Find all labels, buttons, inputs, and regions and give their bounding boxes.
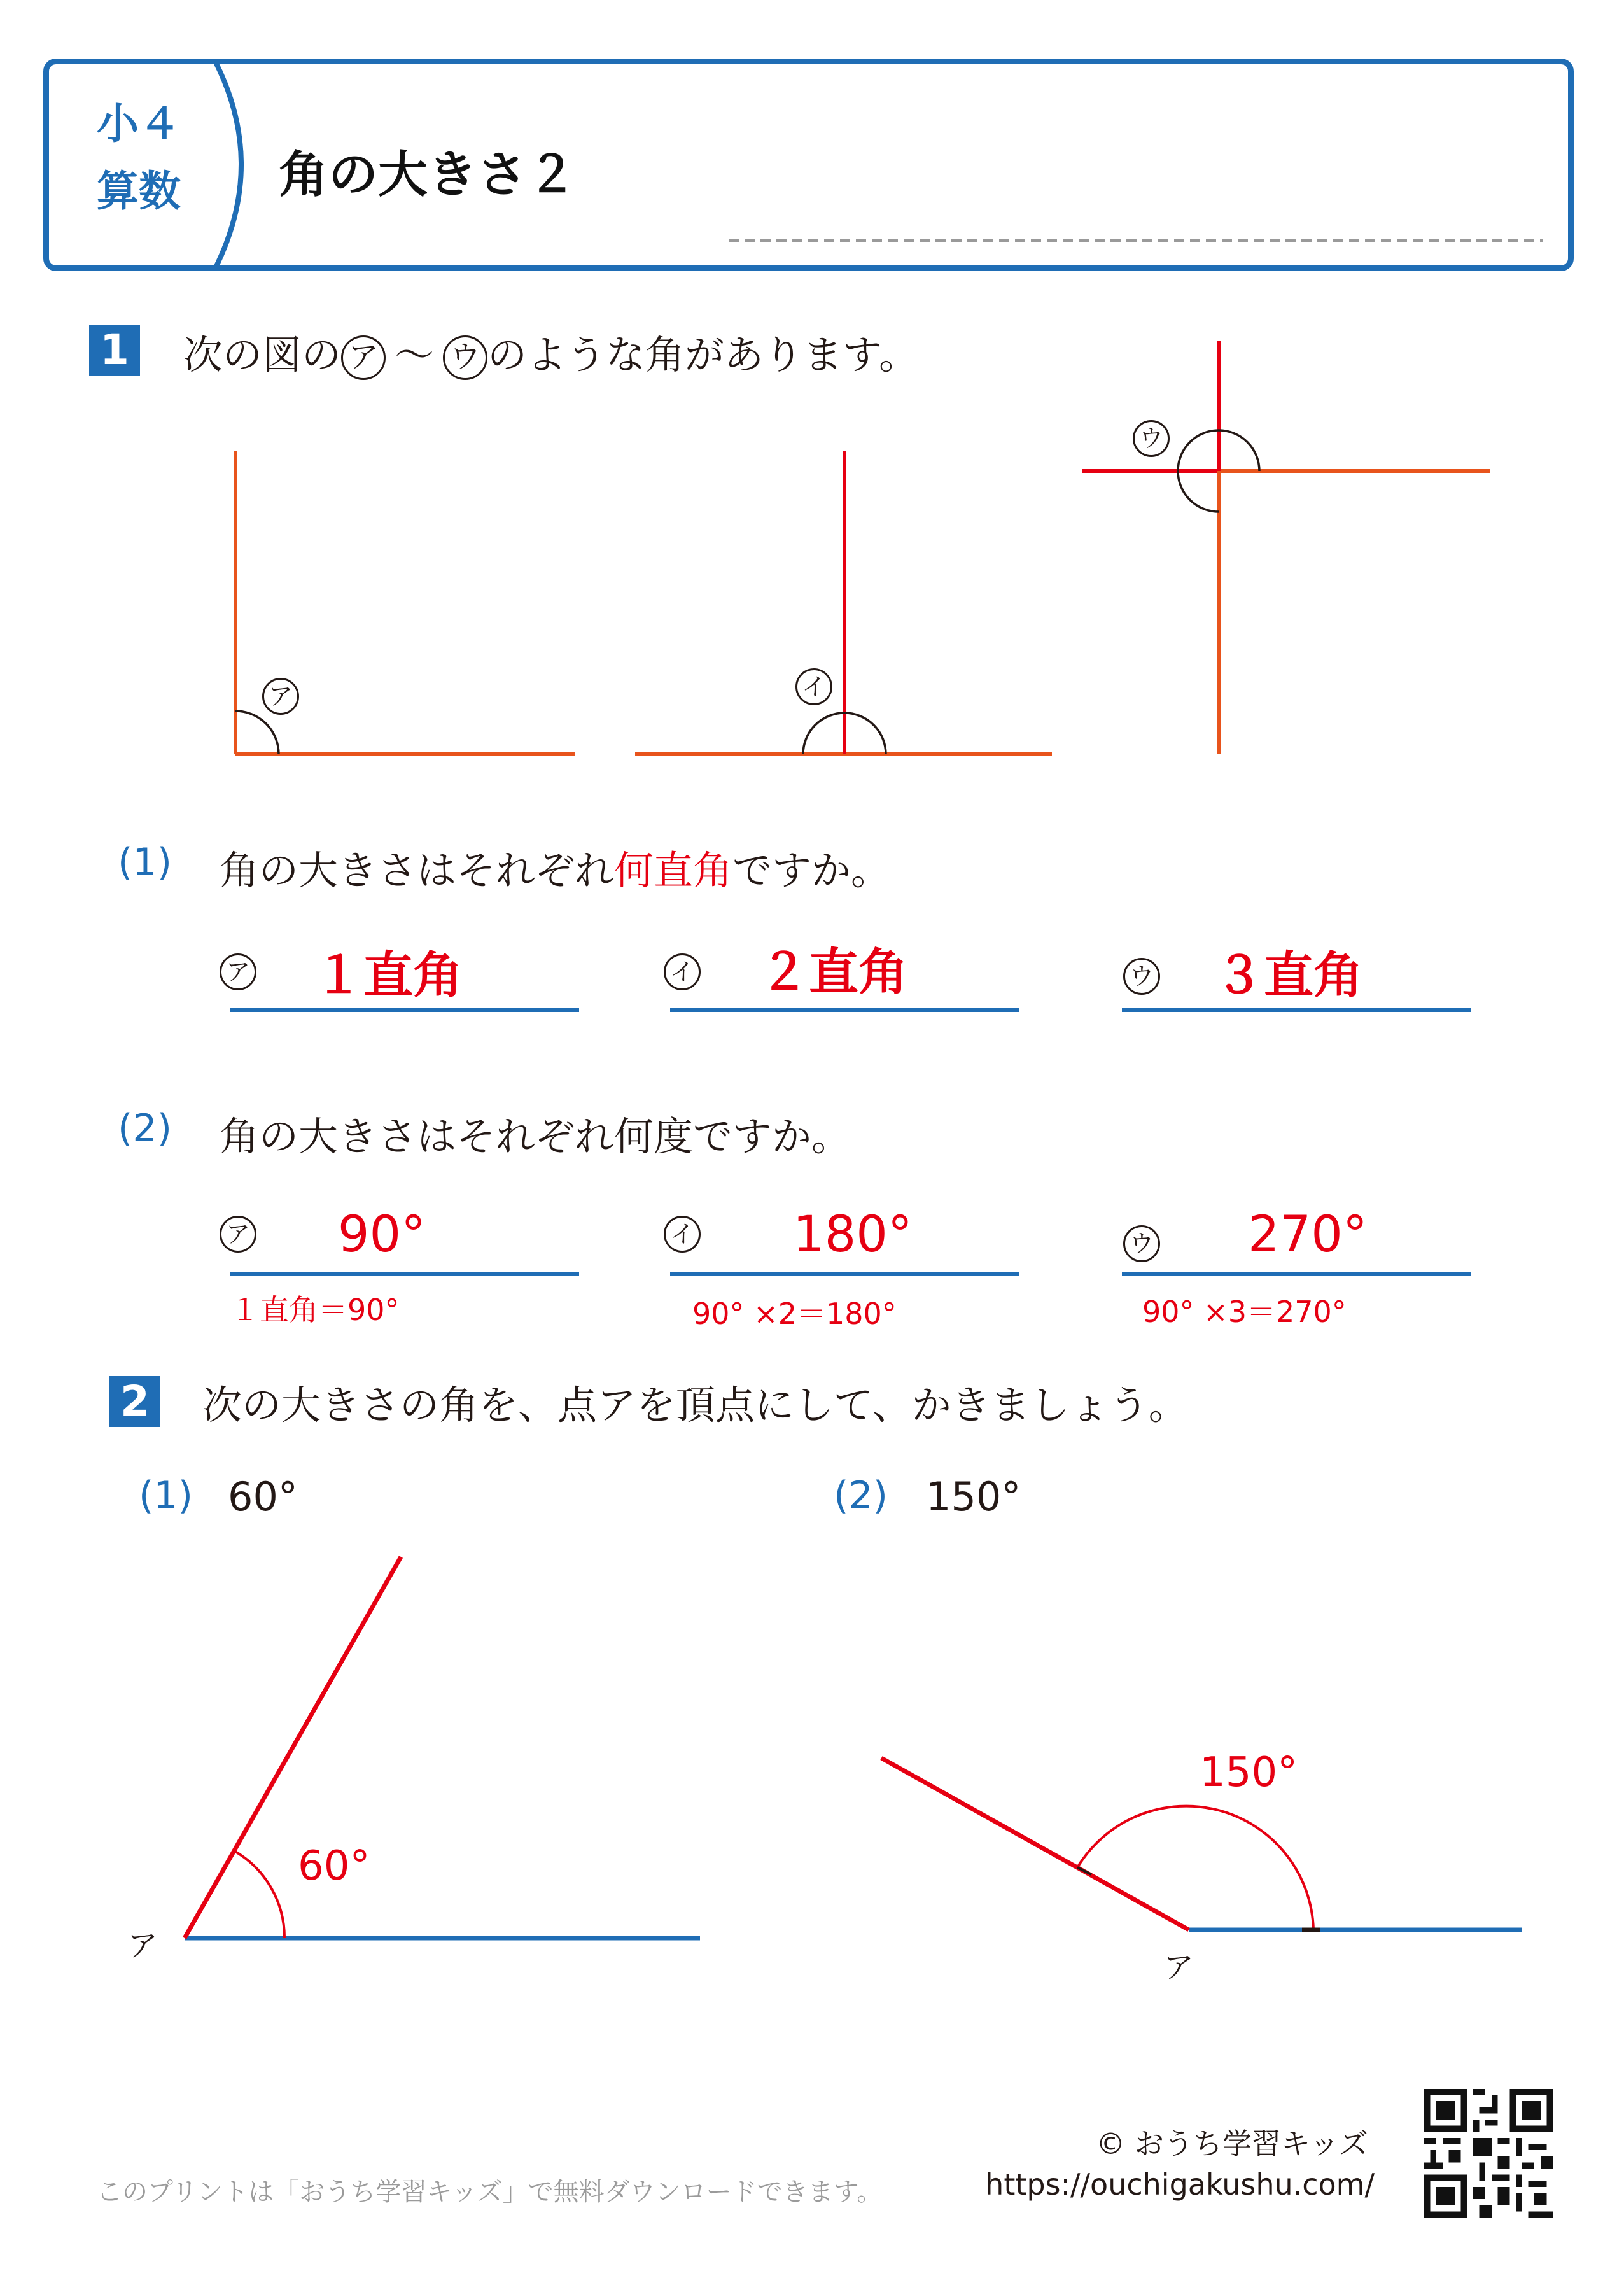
- q1-answer-line-a: [230, 1008, 579, 1012]
- s2-q1-angle: 60°: [228, 1473, 298, 1520]
- s2-q1-vertex-label: ア: [127, 1928, 158, 1964]
- mark-a-circle: ア: [341, 335, 386, 380]
- figure-angle-u: [1082, 341, 1490, 754]
- grade-label: 小４: [97, 99, 181, 148]
- s2-q2-angle: 150°: [926, 1473, 1021, 1520]
- q1-answer-a: １直角: [313, 947, 463, 1004]
- footer-notice: このプリントは「おうち学習キッズ」で無料ダウンロードできます。: [97, 2177, 883, 2207]
- q2-answer-line-u: [1122, 1272, 1471, 1276]
- figure-angle-i: [635, 451, 1052, 754]
- q1-answer-i: ２直角: [759, 944, 908, 1001]
- q1-number: (1): [118, 840, 172, 885]
- q2-answer-line-i: [670, 1272, 1019, 1276]
- q2-answer-a: 90°: [337, 1206, 426, 1263]
- q1-answer-mark-i: イ: [664, 953, 701, 990]
- q2-answer-i: 180°: [793, 1206, 913, 1263]
- q2-answer-mark-i: イ: [664, 1216, 701, 1253]
- q2-answer-mark-a: ア: [220, 1216, 256, 1253]
- section-2-instruction: 次の大きさの角を、点アを頂点にして、かきましょう。: [202, 1382, 1188, 1428]
- q1-answer-line-i: [670, 1008, 1019, 1012]
- section-1-badge: 1: [89, 325, 140, 376]
- s2-q1-arc-label: 60°: [298, 1843, 370, 1890]
- footer-url[interactable]: https://ouchigakushu.com/: [985, 2167, 1375, 2202]
- q2-note-i: 90° ×2＝180°: [692, 1297, 897, 1331]
- s2-q2-arc-label: 150°: [1200, 1749, 1298, 1796]
- subject-label: 算数: [97, 167, 181, 216]
- q1-answer-mark-a: ア: [220, 953, 256, 990]
- footer-copyright: © おうち学習キッズ: [1096, 2127, 1368, 2161]
- s2-q2-number: (2): [834, 1473, 888, 1518]
- q2-note-a: １直角＝90°: [230, 1293, 400, 1327]
- header-frame: [43, 59, 1574, 271]
- q1-question: 角の大きさはそれぞれ何直角ですか。: [220, 847, 891, 894]
- q1-highlight: 何直角: [614, 847, 733, 894]
- q1-answer-u: ３直角: [1214, 947, 1363, 1004]
- s2-q1-number: (1): [139, 1473, 193, 1518]
- q2-note-u: 90° ×3＝270°: [1142, 1295, 1347, 1329]
- mark-u-circle: ウ: [443, 335, 487, 380]
- figure-label-a: ア: [262, 678, 299, 715]
- q2-answer-line-a: [230, 1272, 579, 1276]
- q2-number: (2): [118, 1106, 172, 1151]
- figure-label-u: ウ: [1133, 420, 1170, 457]
- q2-question: 角の大きさはそれぞれ何度ですか。: [220, 1113, 851, 1160]
- s2-q2-vertex-label: ア: [1163, 1950, 1194, 1985]
- section-2-badge: 2: [109, 1376, 160, 1427]
- page-title: 角の大きさ２: [279, 146, 577, 204]
- section-1-instruction: 次の図の ア ～ ウ のような角があります。: [183, 323, 918, 380]
- q2-answer-u: 270°: [1248, 1206, 1368, 1263]
- q1-answer-mark-u: ウ: [1123, 958, 1160, 995]
- drawn-angle-60: [185, 1557, 700, 1938]
- figure-label-i: イ: [795, 668, 832, 705]
- q2-answer-mark-u: ウ: [1123, 1225, 1160, 1262]
- q1-answer-line-u: [1122, 1008, 1471, 1012]
- qr-code-icon: [1424, 2089, 1553, 2218]
